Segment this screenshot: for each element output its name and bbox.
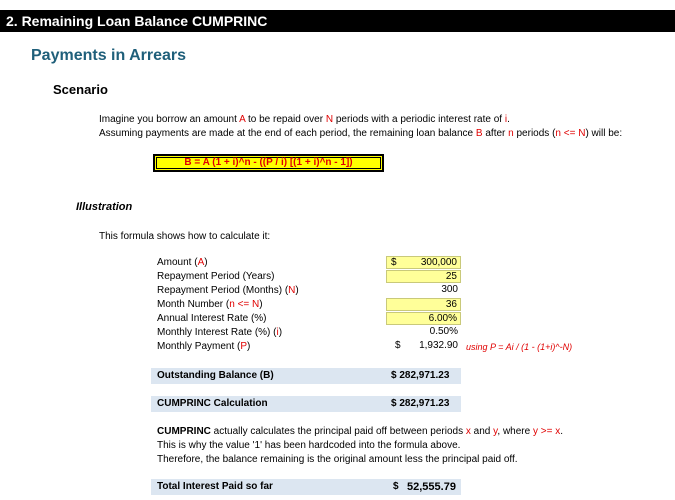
var-a: A — [239, 114, 246, 125]
label-part: i — [276, 327, 279, 338]
text: periods ( — [513, 128, 556, 139]
section-title: 2. Remaining Loan Balance CUMPRINC — [6, 13, 268, 29]
text: after — [482, 128, 509, 139]
explanation-line-1 — [157, 426, 563, 437]
var-i: i — [504, 114, 508, 125]
label-part: ) — [259, 299, 263, 310]
var-y: y — [493, 426, 498, 437]
var-n: N — [325, 114, 334, 125]
input-cell[interactable] — [386, 270, 461, 283]
label-part: ) — [247, 341, 251, 352]
value-cell — [386, 326, 461, 339]
text: to be repaid over — [245, 114, 326, 125]
explanation-line-2: This is why the value '1' has been hardcoded into the formula above. — [157, 440, 461, 451]
label-part: Annual Interest Rate (%) — [157, 313, 267, 324]
cell-value: 0.50% — [429, 326, 458, 337]
formula-box: B = A (1 + i)^n - ((P / i) [(1 + i)^n - 1]) — [153, 154, 384, 172]
total-interest-value: 52,555.79 — [407, 481, 456, 493]
value-cell — [386, 340, 461, 353]
label-part: A — [197, 257, 205, 268]
var-x: x — [465, 426, 471, 437]
outstanding-balance-value: $ 282,971.23 — [391, 370, 450, 381]
total-interest-label: Total Interest Paid so far — [157, 481, 273, 492]
text: actually calculates the principal paid off between periods — [210, 426, 466, 437]
outstanding-balance-label: Outstanding Balance (B) — [157, 370, 274, 381]
text: . — [507, 114, 510, 125]
var-small-n: n — [508, 128, 514, 139]
text: Imagine you borrow an amount — [99, 114, 240, 125]
total-interest-currency: $ — [393, 481, 399, 492]
text: , where — [497, 426, 533, 437]
text: . — [560, 426, 563, 437]
cumprinc-value: $ 282,971.23 — [391, 398, 450, 409]
label-part: Monthly Interest Rate (%) ( — [157, 327, 277, 338]
explanation-line-3: Therefore, the balance remaining is the original amount less the principal paid off. — [157, 454, 518, 465]
label-part: ) — [204, 257, 208, 268]
text: Assuming payments are made at the end of each period, the remaining loan balance — [99, 128, 476, 139]
label-part: P — [240, 341, 248, 352]
cumprinc-label: CUMPRINC Calculation — [157, 398, 268, 409]
row-label — [157, 327, 282, 338]
label-part: ) — [295, 285, 299, 296]
row-label — [157, 271, 274, 282]
value-cell — [386, 284, 461, 297]
cell-value: 36 — [445, 299, 457, 310]
label-part: Month Number ( — [157, 299, 230, 310]
cell-value: 25 — [445, 271, 457, 282]
label-part: n <= N — [229, 299, 260, 310]
var-condition: n <= N — [555, 128, 586, 139]
scenario-line-1 — [99, 114, 510, 125]
label-part: Amount ( — [157, 257, 198, 268]
payment-formula-note: using P = Ai / (1 - (1+i)^-N) — [466, 342, 573, 352]
illustration-intro: This formula shows how to calculate it: — [99, 231, 271, 242]
label-part: Repayment Period (Years) — [157, 271, 275, 282]
text: periods with a periodic interest rate of — [333, 114, 505, 125]
var-b: B — [475, 128, 483, 139]
input-cell[interactable] — [386, 298, 461, 311]
label-part: ) — [278, 327, 283, 338]
row-label — [157, 341, 250, 352]
illustration-heading: Illustration — [76, 201, 133, 213]
text: and — [470, 426, 494, 437]
scenario-line-2 — [99, 128, 622, 139]
scenario-heading: Scenario — [53, 82, 108, 97]
currency-symbol: $ — [391, 257, 397, 268]
page-subtitle: Payments in Arrears — [31, 47, 187, 64]
cumprinc-word: CUMPRINC — [157, 426, 211, 437]
input-cell[interactable] — [386, 312, 461, 325]
cell-value: 300 — [441, 284, 458, 295]
cell-value: 6.00% — [428, 313, 457, 324]
row-label — [157, 299, 263, 310]
var-condition: y >= x — [532, 426, 561, 437]
currency-symbol: $ — [395, 340, 401, 351]
cell-value: 300,000 — [420, 257, 457, 268]
row-label — [157, 257, 208, 268]
text: ) will be: — [585, 128, 623, 139]
row-label — [157, 285, 299, 296]
cell-value: 1,932.90 — [419, 340, 458, 351]
label-part: Monthly Payment ( — [157, 341, 241, 352]
label-part: N — [288, 285, 296, 296]
label-part: Repayment Period (Months) ( — [157, 285, 289, 296]
input-cell[interactable] — [386, 256, 461, 269]
row-label — [157, 313, 267, 324]
